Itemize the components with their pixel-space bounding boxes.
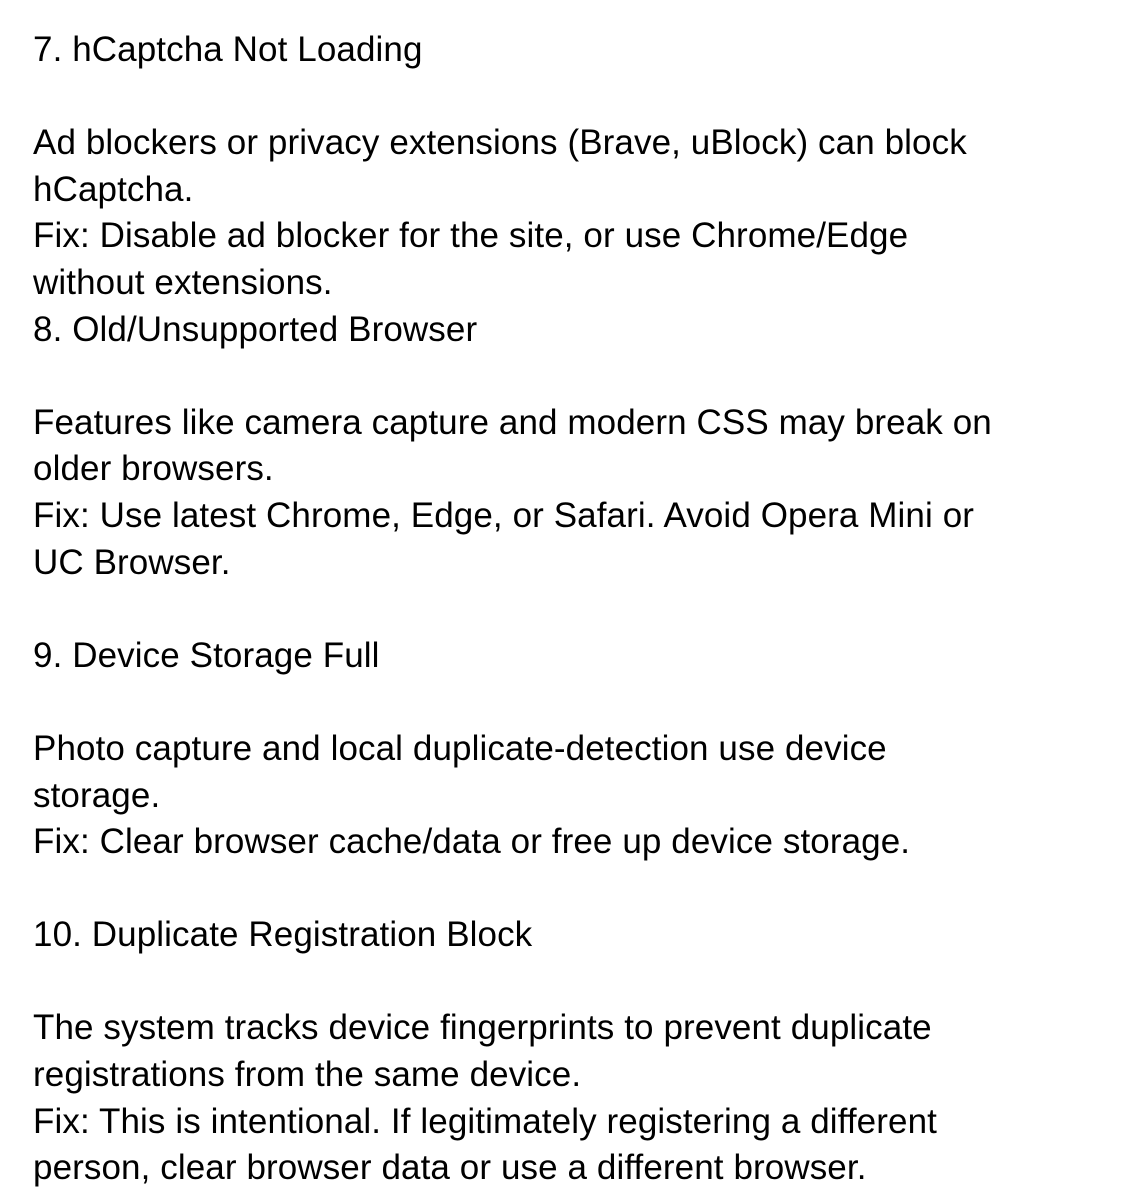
spacer [33,959,1123,1006]
fix-line: UC Browser. [33,542,231,582]
spacer [33,74,1123,121]
fix-line: Fix: Clear browser cache/data or free up device storage. [33,822,911,862]
body-line: older browsers. [33,449,274,489]
body-line: registrations from the same device. [33,1055,582,1095]
spacer [33,353,1123,400]
fix-line: person, clear browser data or use a different browser. [33,1148,867,1188]
fix-line: without extensions. [33,262,333,302]
section-heading: 10. Duplicate Registration Block [33,915,533,955]
section-heading: 9. Device Storage Full [33,635,380,675]
body-line: Ad blockers or privacy extensions (Brave, uBlock) can block [33,123,967,163]
body-line: The system tracks device fingerprints to prevent duplicate [33,1008,932,1048]
body-line: Features like camera capture and modern CSS may break on [33,402,992,442]
body-line: storage. [33,775,161,815]
fix-line: Fix: Use latest Chrome, Edge, or Safari. Avoid Opera Mini or [33,495,975,535]
body-line: hCaptcha. [33,169,194,209]
spacer [33,586,1123,633]
section-heading: 8. Old/Unsupported Browser [33,309,478,349]
spacer [33,866,1123,913]
fix-line: Fix: Disable ad blocker for the site, or use Chrome/Edge [33,216,909,256]
note-body[interactable] [33,27,1123,1192]
section-heading: 7. hCaptcha Not Loading [33,30,423,69]
fix-line: Fix: This is intentional. If legitimately registering a different [33,1101,937,1141]
body-line: Photo capture and local duplicate-detection use device [33,728,887,768]
spacer [33,679,1123,726]
